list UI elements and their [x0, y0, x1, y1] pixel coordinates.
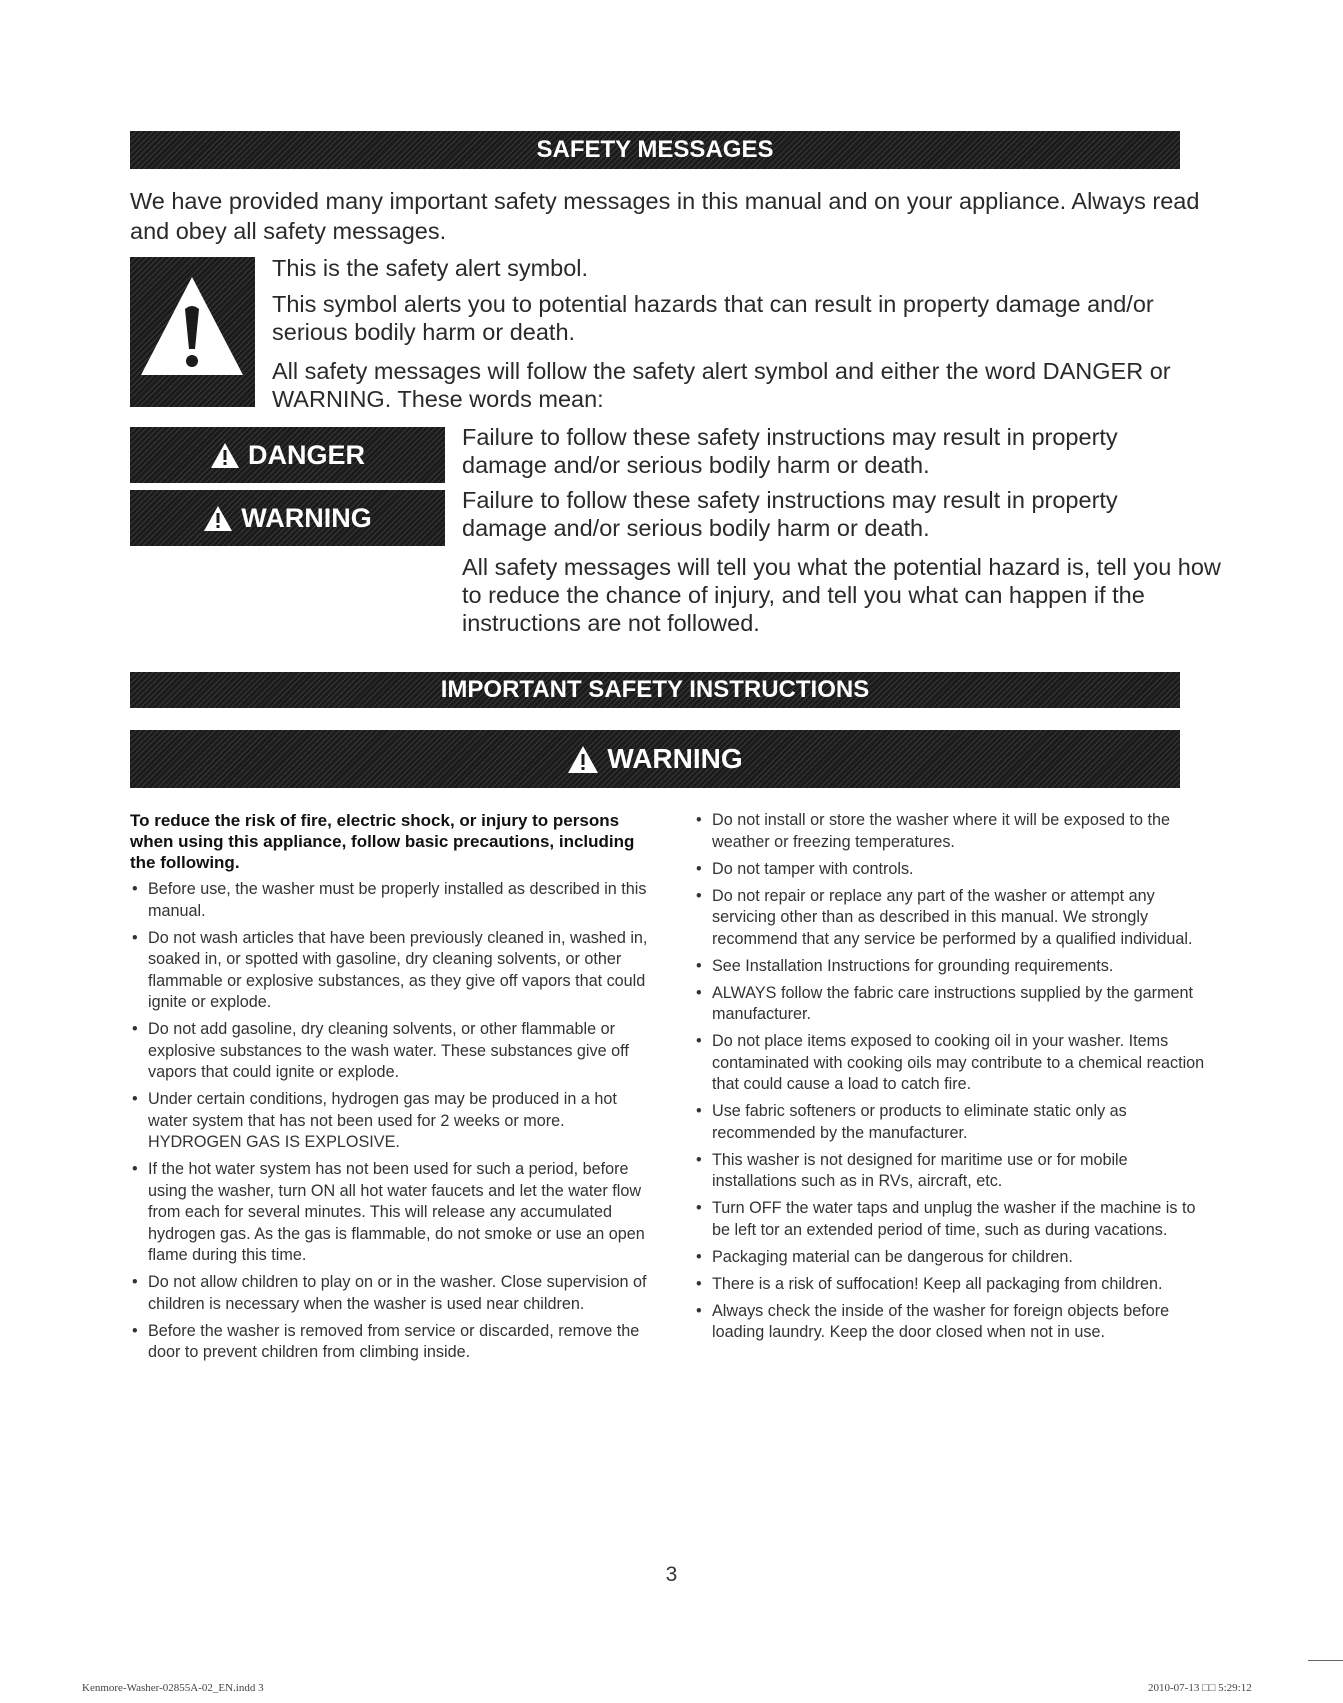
warning-banner-triangle-icon — [567, 745, 599, 774]
warning-banner-label: WARNING — [607, 743, 743, 774]
list-item: • If the hot water system has not been used for such a period, before using the washer, turn ON all hot water faucets and let the water flow from each for several minutes. This will release any accumulated hydrogen gas. As the gas is flammable, do not smoke or use an open flame during this time. — [132, 1160, 645, 1264]
important-instructions-title: IMPORTANT SAFETY INSTRUCTIONS — [440, 676, 870, 703]
instructions-right-column — [694, 810, 1214, 1349]
list-item: • Always check the inside of the washer for foreign objects before loading laundry. Keep the door closed when not in use. — [696, 1301, 1170, 1341]
warning-description: Failure to follow these safety instructions may result in property damage and/or serious bodily harm or death. — [462, 487, 1118, 541]
precautions-lead: To reduce the risk of fire, electric shock, or injury to persons when using this appliance, follow basic precautions, including the following. — [130, 811, 635, 872]
right-instruction-list — [694, 810, 1214, 1344]
list-item: • Use fabric softeners or products to eliminate static only as recommended by the manufacturer. — [696, 1102, 1127, 1142]
alert-hazard-text: This symbol alerts you to potential hazards that can result in property damage and/or serious bodily harm or death. — [272, 291, 1154, 345]
instructions-left-column — [130, 810, 660, 1369]
warning-label: WARNING — [241, 502, 372, 533]
warning-triangle-icon — [203, 505, 233, 532]
list-item: • There is a risk of suffocation! Keep all packaging from children. — [696, 1274, 1163, 1293]
danger-signal-box — [130, 427, 445, 483]
alert-words-text: All safety messages will follow the safety alert symbol and either the word DANGER or WARNING. These words mean: — [272, 358, 1171, 412]
safety-alert-symbol-box — [130, 257, 255, 407]
list-item: • Do not repair or replace any part of the washer or attempt any servicing other than as described in this manual. We strongly recommend that any service be performed by a qualified individual. — [696, 886, 1193, 948]
list-item: • This washer is not designed for maritime use or for mobile installations such as in RVs, aircraft, etc. — [696, 1150, 1128, 1190]
warning-banner — [130, 730, 1180, 788]
alert-symbol-text: This is the safety alert symbol. — [272, 255, 589, 281]
important-instructions-header — [130, 672, 1180, 708]
list-item: • Packaging material can be dangerous for children. — [696, 1247, 1073, 1266]
list-item: • See Installation Instructions for grounding requirements. — [696, 956, 1114, 975]
danger-triangle-icon — [210, 442, 240, 469]
signal-summary: All safety messages will tell you what the potential hazard is, tell you how to reduce the chance of injury, and tell you what can happen if the instructions are not followed. — [462, 554, 1221, 636]
list-item: • Do not install or store the washer where it will be exposed to the weather or freezing temperatures. — [696, 811, 1170, 851]
list-item: • Do not allow children to play on or in the washer. Close supervision of children is necessary when the washer is used near children. — [132, 1273, 647, 1313]
danger-description: Failure to follow these safety instructions may result in property damage and/or serious bodily harm or death. — [462, 424, 1118, 478]
left-instruction-list — [130, 879, 660, 1364]
list-item: • Turn OFF the water taps and unplug the washer if the machine is to be left tor an extended period of time, such as during vacations. — [696, 1199, 1196, 1239]
footer-timestamp: 2010-07-13 □□ 5:29:12 — [1148, 1682, 1252, 1694]
safety-messages-header — [130, 131, 1180, 169]
warning-triangle-icon — [130, 257, 255, 407]
warning-signal-box — [130, 490, 445, 546]
list-item: • Under certain conditions, hydrogen gas may be produced in a hot water system that has not been used for 2 weeks or more. HYDROGEN GAS IS EXPLOSIVE. — [132, 1090, 617, 1151]
list-item: • Before the washer is removed from service or discarded, remove the door to prevent children from climbing inside. — [132, 1321, 640, 1361]
list-item: • Do not place items exposed to cooking oil in your washer. Items contaminated with cooking oils may contribute to a chemical reaction that could cause a load to catch fire. — [696, 1032, 1205, 1093]
crop-mark — [1308, 1660, 1343, 1661]
list-item: • ALWAYS follow the fabric care instructions supplied by the garment manufacturer. — [696, 983, 1194, 1023]
footer-filename: Kenmore-Washer-02855A-02_EN.indd 3 — [82, 1682, 264, 1694]
list-item: • Do not wash articles that have been previously cleaned in, washed in, soaked in, or spotted with gasoline, dry cleaning solvents, or other flammable or explosive substances, as they give off vapors that could ignite or explode. — [132, 928, 648, 1011]
intro-paragraph: We have provided many important safety messages in this manual and on your appliance. Always read and obey all safety messages. — [130, 188, 1200, 244]
list-item: • Do not add gasoline, dry cleaning solvents, or other flammable or explosive substances to the wash water. These substances give off vapors that could ignite or explode. — [132, 1020, 629, 1081]
list-item: • Before use, the washer must be properly installed as described in this manual. — [132, 880, 647, 920]
safety-messages-title: SAFETY MESSAGES — [536, 136, 774, 163]
danger-label: DANGER — [247, 439, 365, 470]
list-item: • Do not tamper with controls. — [696, 859, 914, 878]
page-number: 3 — [665, 1563, 678, 1586]
